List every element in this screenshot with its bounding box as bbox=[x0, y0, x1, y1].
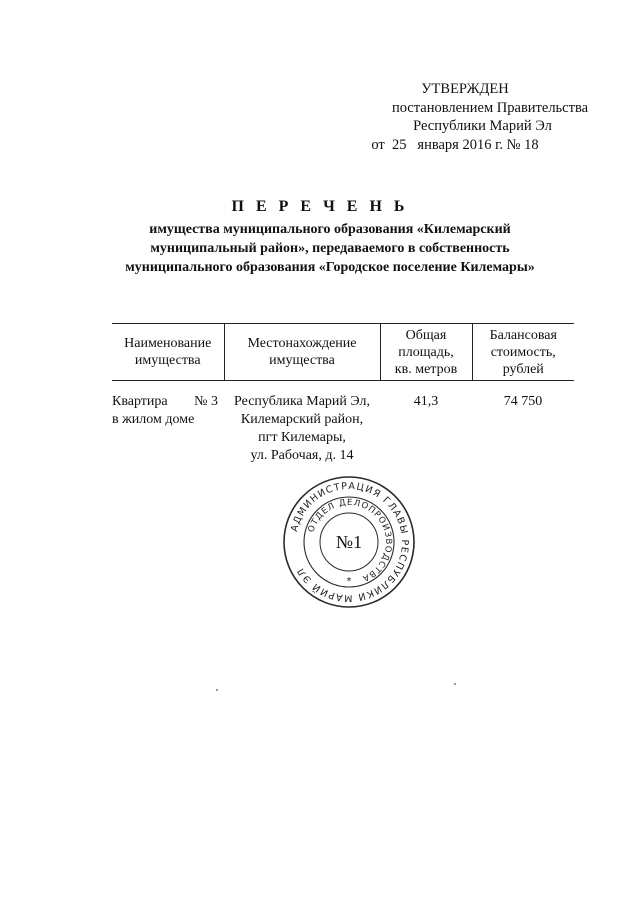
header-name bbox=[112, 324, 224, 381]
cell-name-line-2: в жилом доме bbox=[112, 412, 195, 427]
approval-date-number: от 25 января 2016 г. № 18 bbox=[371, 136, 539, 153]
cell-name-type: Квартира bbox=[112, 394, 168, 409]
header-value bbox=[472, 324, 574, 381]
header-name-line-1: Наименование bbox=[124, 336, 212, 351]
header-area-line-1: Общая bbox=[405, 327, 447, 343]
cell-name-line-1 bbox=[112, 393, 218, 411]
header-name-line-2: имущества bbox=[134, 353, 201, 368]
header-location-line-1: Местонахождение bbox=[247, 336, 357, 351]
approval-block bbox=[355, 80, 595, 154]
cell-area: 41,3 bbox=[413, 394, 439, 409]
header-area-line-3: кв. метров bbox=[394, 361, 458, 377]
cell-name bbox=[112, 381, 224, 466]
cell-location-line-2: Килемарский район, bbox=[240, 412, 364, 427]
header-value-line-2: стоимость, bbox=[490, 344, 556, 360]
seal-inner-text: ОТДЕЛ ДЕЛОПРОИЗВОДСТВА bbox=[306, 497, 394, 584]
cell-location-line-3: пгт Килемары, bbox=[258, 430, 346, 445]
cell-location-line-1: Республика Марий Эл, bbox=[234, 394, 370, 409]
header-location bbox=[224, 324, 380, 381]
approval-line-2: постановлением Правительства bbox=[391, 99, 589, 116]
header-value-line-3: рублей bbox=[502, 361, 544, 377]
header-value-line-1: Балансовая bbox=[489, 327, 557, 343]
document-subtitle bbox=[110, 220, 550, 277]
document-title: П Е Р Е Ч Е Н Ь bbox=[231, 198, 409, 215]
seal-number: №1 bbox=[335, 532, 363, 552]
approval-title: УТВЕРЖДЕН bbox=[421, 81, 509, 97]
cell-location bbox=[224, 381, 380, 466]
table-row bbox=[112, 381, 574, 466]
scan-speck bbox=[454, 683, 456, 685]
subtitle-line-2: муниципальный район», передаваемого в собственность bbox=[150, 241, 510, 256]
seal-star-icon: * bbox=[346, 576, 352, 587]
cell-location-line-4: ул. Рабочая, д. 14 bbox=[250, 448, 354, 463]
table-header-row bbox=[112, 324, 574, 381]
scan-speck bbox=[216, 689, 218, 691]
approval-line-3: Республики Марий Эл bbox=[413, 118, 552, 134]
official-seal bbox=[282, 475, 416, 609]
property-table bbox=[112, 323, 574, 465]
cell-name-number: № 3 bbox=[194, 394, 218, 409]
subtitle-line-3: муниципального образования «Городское поселение Килемары» bbox=[125, 260, 535, 275]
header-area-line-2: площадь, bbox=[398, 344, 454, 360]
header-area bbox=[380, 324, 472, 381]
header-location-line-2: имущества bbox=[269, 353, 335, 368]
cell-value: 74 750 bbox=[503, 394, 543, 409]
seal-outer-text: АДМИНИСТРАЦИЯ ГЛАВЫ РЕСПУБЛИКИ МАРИЙ ЭЛ bbox=[289, 480, 411, 604]
subtitle-line-1: имущества муниципального образования «Килемарский bbox=[149, 222, 511, 237]
